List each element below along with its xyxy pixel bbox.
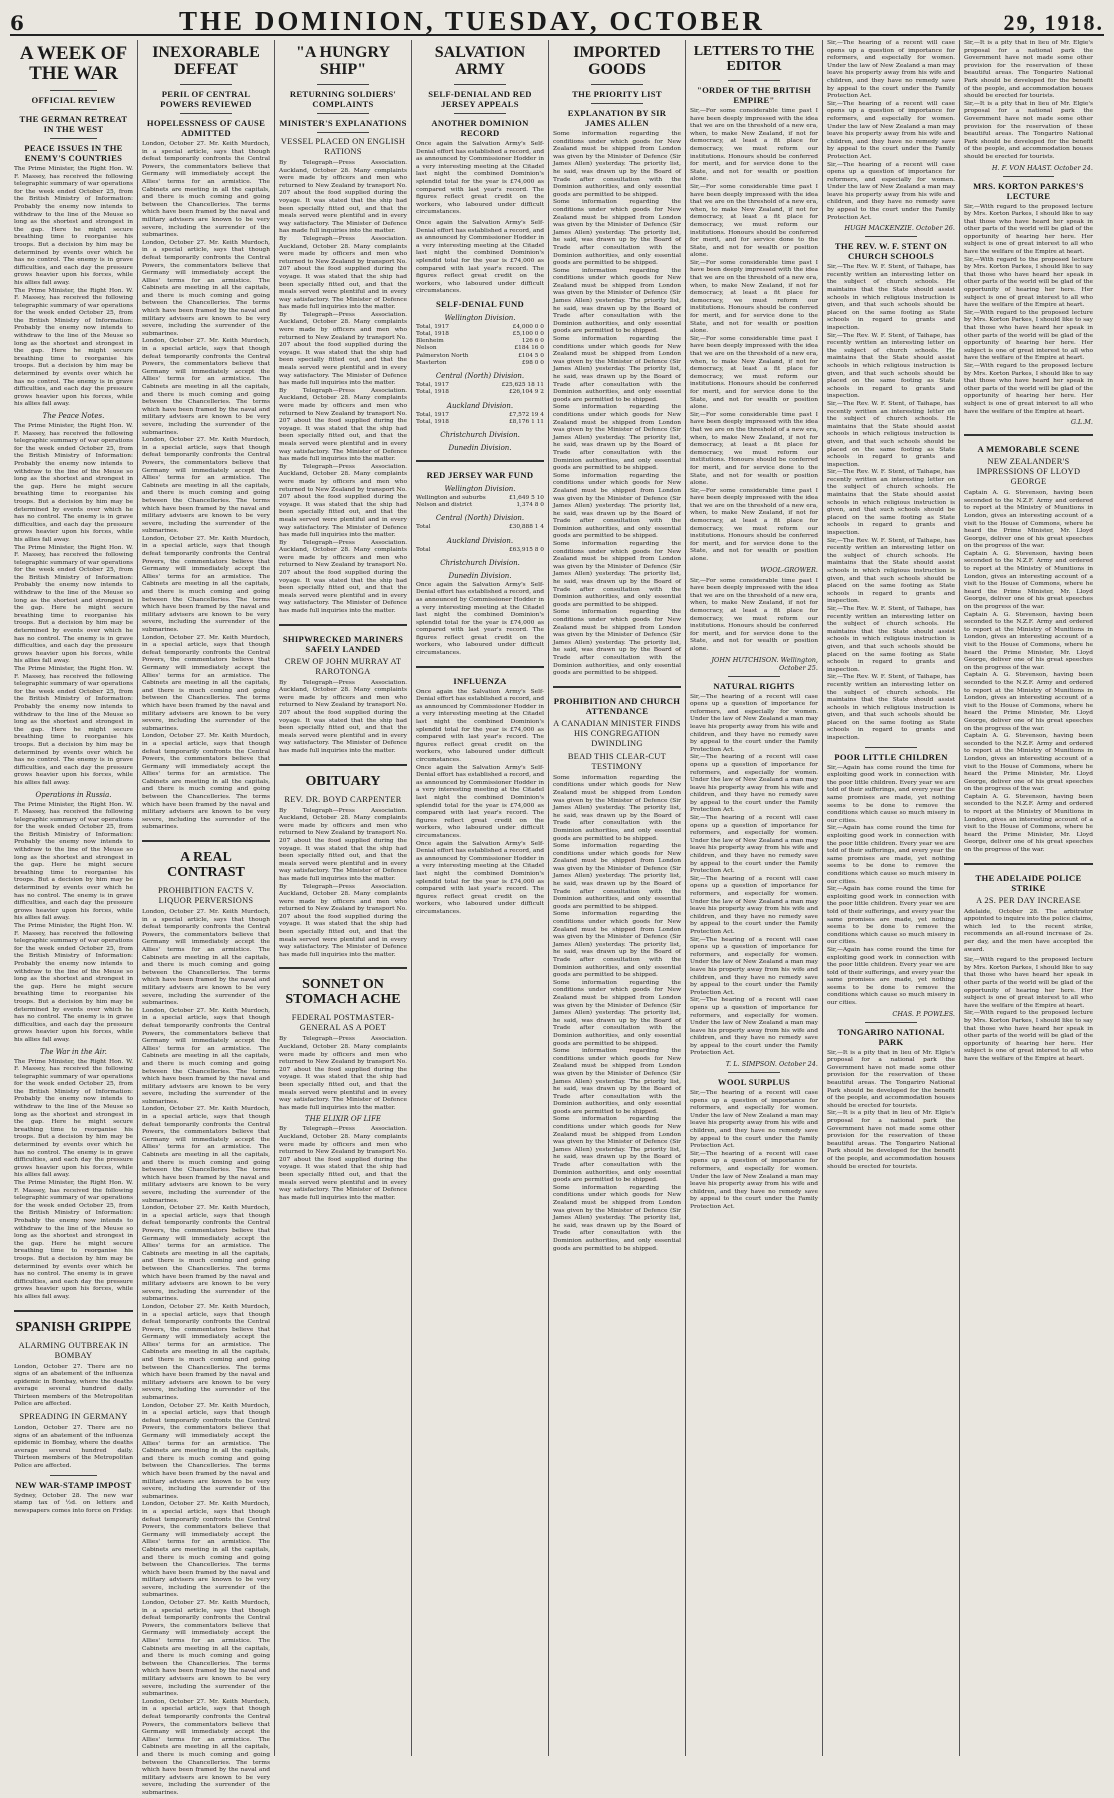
table-row (416, 419, 544, 426)
article-text: The Prime Minister, the Right Hon. W. F. Massey, has received the following telegraphic summary of war operations for the week ended October 25, from the British Ministry of Information: Probably the enemy now intends to withdraw to the line of the Meuse so long as the shortest and strongest in the gap. Here he might secure breathing time to reorganise his troops. But a decision by him may be determined by events over which he has no control. The enemy is in grave difficulties, and each day the pressure grows heavier upon his forces, while his allies fall away. (14, 423, 133, 543)
article-text: Sir,—With regard to the proposed lecture by Mrs. Korton Parkes, I should like to say that those who have heard her speak in other parts of the world will be glad of the opportunity of hearing her here. Her subject is one of great interest to all who have the welfare of the Empire at heart. (964, 362, 1093, 415)
article-text: London, October 27. There are no signs of an abatement of the influenza epidemic in Bombay, where the deaths average several hundred daily. Thirteen members of the Metropolitan Police are affected. (14, 1425, 133, 1470)
row-value: 126 6 0 (521, 338, 544, 345)
article-text: London, October 27. Mr. Keith Murdoch, in a special article, says that though defeat temporarily confronts the Central Powers, the commentators believe that Germany will immediately accept the Allies' terms for an armistice. The Cabinets are meeting in all the capitals, and there is much coming and going between the Chancelleries. The terms which have been framed by the naval and military advisers are known to be very severe, including the surrender of the submarines. (142, 1007, 270, 1105)
row-value: £4,000 0 0 (512, 323, 544, 330)
section-auckland: Auckland Division. (446, 401, 514, 410)
table-row (416, 389, 544, 396)
column-4 (412, 40, 549, 1756)
article-text: Sir,—For some considerable time past I have been deeply impressed with the idea that we are on the threshold of a new era, when, to make New Zealand, if not for democracy, at least a fit place for democracy, we must reform our institutions. Honours should be conferred for merit, and for service done to the State, and not for wealth or position alone. (690, 259, 818, 335)
article-text: London, October 27. Mr. Keith Murdoch, in a special article, says that though defeat temporarily confronts the Central Powers, the commentators believe that Germany will immediately accept the Allies' terms for an armistice. The Cabinets are meeting in all the capitals, and there is much coming and going between the Chancelleries. The terms which have been framed by the naval and military advisers are known to be very severe, including the surrender of the submarines. (142, 535, 270, 633)
table-row (416, 324, 544, 331)
row-name: Nelson (416, 345, 437, 352)
article-text: Sir,—The Rev. W. F. Stent, of Taihape, has recently written an interesting letter on the subject of church schools. He maintains that the State should assist schools in which religious instruction is given, and that such schools should be placed on the same footing as State schools in regard to grants and inspection. (827, 469, 955, 537)
row-name: Masterton (416, 359, 447, 366)
row-name: Nelson and district (416, 502, 473, 509)
article-text: The Prime Minister, the Right Hon. W. F. Massey, has received the following telegraphic summary of war operations for the week ended October 25, from the British Ministry of Information: Probably the enemy now intends to withdraw to the line of the Meuse so long as the shortest and strongest in the gap. Here he might secure breathing time to reorganise his troops. But a decision by him may be determined by events over which he has no control. The enemy is in grave difficulties, and each day the pressure grows heavier upon his forces, while his allies fall away. (14, 1058, 133, 1179)
row-value: £104 5 0 (518, 352, 544, 359)
article-text: Sir,—The Rev. W. F. Stent, of Taihape, has recently written an interesting letter on the subject of church schools. He maintains that the State should assist schools in which religious instruction is given, and that such schools should be placed on the same footing as State schools in regard to grants and inspection. (827, 605, 955, 673)
section-christchurch-2: Christchurch Division. (440, 558, 520, 567)
article-text: London, October 27. Mr. Keith Murdoch, in a special article, says that though defeat temporarily confronts the Central Powers, the commentators believe that Germany will immediately accept the Allies' terms for an armistice. The Cabinets are meeting in all the capitals, and there is much coming and going between the Chancelleries. The terms which have been framed by the naval and military advisers are known to be very severe, including the surrender of the submarines. (142, 338, 270, 436)
deck-ministers-explanations: MINISTER'S EXPLANATIONS (279, 118, 407, 128)
table-red-jersey-wellington (416, 495, 544, 509)
subhead-peace-notes: The Peace Notes. (42, 412, 105, 420)
article-text: London, October 27. Mr. Keith Murdoch, in a special article, says that though defeat temporarily confronts the Central Powers, the commentators believe that Germany will immediately accept the Allies' terms for an armistice. The Cabinets are meeting in all the capitals, and there is much coming and going between the Chancelleries. The terms which have been framed by the naval and military advisers are known to be very severe, including the surrender of the submarines. (142, 909, 270, 1007)
section-wellington-2: Wellington Division. (444, 484, 516, 493)
section-central-north-2: Central (North) Division. (435, 514, 525, 523)
deck-bombay: ALARMING OUTBREAK IN BOMBAY (18, 1340, 129, 1360)
article-text: Sir,—The hearing of a recent will case opens up a question of importance for reformers, and especially for women. Under the law of New Zealand a man may leave his property away from his wife and children, and they have no remedy save by appeal to the court under the Family Protection Act. (690, 754, 818, 814)
divider (180, 113, 231, 114)
article-text: Sir,—It is a pity that in lieu of Mr. Elgie's proposal for a national park the Government have not made some other provision for the reservation of these beautiful areas. The Tongariro National Park should be developed for the benefit of the people, and accommodation houses should be erected for tourists. (964, 100, 1093, 160)
divider (454, 84, 505, 85)
headline-natural-rights: NATURAL RIGHTS (713, 680, 795, 691)
article-text: Captain A. G. Stevenson, having been seconded to the N.Z.F. Army and ordered to report at the Ministry of Munitions in London, gives an interesting account of a visit to the House of Commons, where he heard the Prime Minister, Mr. Lloyd George, deliver one of his great speeches on the progress of the war. (964, 611, 1093, 671)
article-text: Some information regarding the conditions under which goods for New Zealand must be shipped from London was given by the Minister of Defence (Sir James Allen) yesterday. The priority list, he said, was drawn up by the Board of Trade after consultation with the Dominion authorities, and only essential goods are permitted to be shipped. (553, 199, 681, 267)
article-text: Once again the Salvation Army's Self-Denial effort has established a record, and as announced by Commissioner Hodder in a very interesting meeting at the Citadel last night the combined Dominion's splendid total for the year is £74,000 as compared with last year's record. The figures reflect great credit on the workers, who laboured under difficult circumstances. (416, 840, 544, 915)
article-text: Sir,—Again has come round the time for exploiting good work in connection with the poor little children. Every year we are told of their sufferings, and every year the same promises are made, yet nothing seems to be done to remove the conditions which cause so much misery in our cities. (827, 764, 955, 824)
row-name: Total, 1918 (416, 418, 449, 425)
article-text: Sir,—The hearing of a recent will case opens up a question of importance for reformers, and especially for women. Under the law of New Zealand a man may leave his property away from his wife and children, and they have no remedy save by appeal to the court under the Family Protection Act. (690, 1150, 818, 1210)
divider (728, 1072, 779, 1073)
article-text: The Prime Minister, the Right Hon. W. F. Massey, has received the following telegraphic summary of war operations for the week ended October 25, from the British Ministry of Information: Probably the enemy now intends to withdraw to the line of the Meuse so long as the shortest and strongest in the gap. Here he might secure breathing time to reorganise his troops. But a decision by him may be determined by events over which he has no control. The enemy is in grave difficulties, and each day the pressure grows heavier upon his forces, while his allies fall away. (14, 923, 133, 1043)
deck-peace-issues: PEACE ISSUES IN THE ENEMY'S COUNTRIES (24, 143, 123, 163)
column-6 (686, 40, 823, 1756)
article-text: Some information regarding the conditions under which goods for New Zealand must be shipped from London was given by the Minister of Defence (Sir James Allen) yesterday. The priority list, he said, was drawn up by the Board of Trade after consultation with the Dominion authorities, and only essential goods are permitted to be shipped. (553, 774, 681, 842)
article-text: Adelaide, October 28. The arbitrator appointed to inquire into the police claims, which led to the recent strike, recommends an all-round increase of 2s. per day, and the men have accepted the award. (964, 908, 1093, 953)
table-red-jersey-auckland (416, 547, 544, 554)
divider (553, 686, 681, 688)
table-row (416, 331, 544, 338)
deck-english-rations: VESSEL PLACED ON ENGLISH RATIONS (280, 137, 406, 156)
article-text: Sir,—The Rev. W. F. Stent, of Taihape, has recently written an interesting letter on the subject of church schools. He maintains that the State should assist schools in which religious instruction is given, and that such schools should be placed on the same footing as State schools in regard to grants and inspection. (827, 674, 955, 742)
deck-order-empire: "ORDER OF THE BRITISH EMPIRE" (697, 85, 811, 105)
headline-letters: LETTERS TO THE EDITOR (693, 44, 815, 74)
deck-self-denial: SELF-DENIAL AND RED JERSEY APPEALS (428, 89, 532, 109)
article-war-body (14, 166, 133, 409)
row-value: £184 16 0 (514, 345, 544, 352)
row-name: Total, 1918 (416, 331, 449, 338)
article-contrast-body (142, 909, 270, 1797)
signature-simpson: T. L. SIMPSON. October 24. (725, 1060, 818, 1069)
column-2 (138, 40, 275, 1796)
article-text: Sir,—For some considerable time past I have been deeply impressed with the idea that we are on the threshold of a new era, when, to make New Zealand, if not for democracy, at least a fit place for democracy, we must reform our institutions. Honours should be conferred for merit, and for service done to the State, and not for wealth or position alone. (690, 411, 818, 487)
article-text: Sir,—It is a pity that in lieu of Mr. Elgie's proposal for a national park the Government have not made some other provision for the reservation of these beautiful areas. The Tongariro National Park should be developed for the benefit of the people, and accommodation houses should be erected for tourists. (827, 1049, 955, 1109)
article-text: By Telegraph—Press Association. Auckland, October 28. Many complaints were made by officers and men who returned to New Zealand by transport No. 207 about the food supplied during the voyage. It was stated that the ship had been specially fitted out, and that the meals served were plentiful and in every way satisfactory. The Minister of Defence has made full inquiries into the matter. (279, 387, 407, 463)
headline-wool-surplus: WOOL SURPLUS (717, 1077, 791, 1088)
divider (416, 666, 544, 668)
article-text: The Prime Minister, the Right Hon. W. F. Massey, has received the following telegraphic summary of war operations for the week ended October 25, from the British Ministry of Information: Probably the enemy now intends to withdraw to the line of the Meuse so long as the shortest and strongest in the gap. Here he might secure breathing time to reorganise his troops. But a decision by him may be determined by events over which he has no control. The enemy is in grave difficulties, and each day the pressure grows heavier upon his forces, while his allies fall away. (14, 1180, 133, 1300)
divider (964, 863, 1093, 865)
divider (964, 434, 1093, 436)
article-text: London, October 27. Mr. Keith Murdoch, in a special article, says that though defeat temporarily confronts the Central Powers, the commentators believe that Germany will immediately accept the Allies' terms for an armistice. The Cabinets are meeting in all the capitals, and there is much coming and going between the Chancelleries. The terms which have been framed by the naval and military advisers are known to be very severe, including the surrender of the submarines. (142, 141, 270, 239)
table-central-north (416, 382, 544, 396)
article-text: Sir,—The Rev. W. F. Stent, of Taihape, has recently written an interesting letter on the subject of church schools. He maintains that the State should assist schools in which religious instruction is given, and that such schools should be placed on the same footing as State schools in regard to grants and inspection. (827, 264, 955, 331)
letter-park-body (827, 1050, 955, 1172)
section-wellington: Wellington Division. (444, 313, 516, 322)
deck-prohibition-facts: PROHIBITION FACTS V. LIQUOR PERVERSIONS (157, 886, 255, 906)
article-text: Some information regarding the conditions under which goods for New Zealand must be shipped from London was given by the Minister of Defence (Sir James Allen) yesterday. The priority list, he said, was drawn up by the Board of Trade after consultation with the Dominion authorities, and only essential goods are permitted to be shipped. (553, 609, 681, 677)
article-ship-body (279, 160, 407, 616)
deck-dominion-record: ANOTHER DOMINION RECORD (431, 118, 529, 138)
headline-imported-goods: IMPORTED GOODS (573, 44, 661, 78)
headline-sonnet: SONNET ON STOMACH ACHE (285, 977, 401, 1008)
article-ad-body (964, 957, 1093, 1063)
deck-postmaster-poet: FEDERAL POSTMASTER-GENERAL AS A POET (291, 1013, 395, 1033)
article-text: Captain A. G. Stevenson, having been seconded to the N.Z.F. Army and ordered to report at the Ministry of Munitions in London, gives an interesting account of a visit to the House of Commons, where he heard the Prime Minister, Mr. Lloyd George, deliver one of his great speeches on the progress of the war. (964, 490, 1093, 550)
headline-parkes-lecture: MRS. KORTON PARKES'S LECTURE (973, 180, 1084, 201)
article-text: Once again the Salvation Army's Self-Denial effort has established a record, and as announced by Commissioner Hodder in a very interesting meeting at the Citadel last night the combined Dominion's splendid total for the year is £74,000 as compared with last year's record. The figures reflect great credit on the workers, who laboured under difficult circumstances. (416, 581, 544, 657)
table-auckland (416, 412, 544, 426)
divider (591, 84, 642, 85)
divider (317, 113, 368, 114)
article-text: By Telegraph—Press Association. Auckland, October 28. Many complaints were made by officers and men who returned to New Zealand by transport No. 207 about the food supplied during the voyage. It was stated that the ship had been specially fitted out, and that the meals served were plentiful and in every way satisfactory. The Minister of Defence has made full inquiries into the matter. (279, 1036, 407, 1111)
row-name: Total, 1918 (416, 389, 449, 396)
article-war-body-3 (14, 802, 133, 1045)
article-text: Some information regarding the conditions under which goods for New Zealand must be shipped from London was given by the Minister of Defence (Sir James Allen) yesterday. The priority list, he said, was drawn up by the Board of Trade after consultation with the Dominion authorities, and only essential goods are permitted to be shipped. (553, 131, 681, 198)
article-war-body-4 (14, 1059, 133, 1302)
deck-boyd-carpenter: REV. DR. BOYD CARPENTER (284, 794, 402, 804)
article-text: Some information regarding the conditions under which goods for New Zealand must be shipped from London was given by the Minister of Defence (Sir James Allen) yesterday. The priority list, he said, was drawn up by the Board of Trade after consultation with the Dominion authorities, and only essential goods are permitted to be shipped. (553, 541, 681, 608)
row-name: Palmerston North (416, 352, 469, 359)
deck-priority-list: THE PRIORITY LIST (572, 89, 662, 99)
article-text: London, October 27. Mr. Keith Murdoch, in a special article, says that though defeat temporarily confronts the Central Powers, the commentators believe that Germany will immediately accept the Allies' terms for an armistice. The Cabinets are meeting in all the capitals, and there is much coming and going between the Chancelleries. The terms which have been framed by the naval and military advisers are known to be very severe, including the surrender of the submarines. (142, 1303, 270, 1402)
subhead-war-in-air: The War in the Air. (40, 1047, 107, 1056)
headline-stent-schools: THE REV. W. F. STENT ON CHURCH SCHOOLS (834, 241, 948, 262)
article-text: Sir,—The Rev. W. F. Stent, of Taihape, has recently written an interesting letter on the subject of church schools. He maintains that the State should assist schools in which religious instruction is given, and that such schools should be placed on the same footing as State schools in regard to grants and inspection. (827, 537, 955, 605)
article-text: Some information regarding the conditions under which goods for New Zealand must be shipped from London was given by the Minister of Defence (Sir James Allen) yesterday. The priority list, he said, was drawn up by the Board of Trade after consultation with the Dominion authorities, and only essential goods are permitted to be shipped. (553, 1184, 681, 1252)
article-text: Sir,—The hearing of a recent will case opens up a question of importance for reformers, and especially for women. Under the law of New Zealand a man may leave his property away from his wife and children, and they have no remedy save by appeal to the court under the Family Protection Act. (827, 40, 955, 100)
table-row (416, 382, 544, 389)
headline-war-stamp: NEW WAR-STAMP IMPOST (15, 1479, 132, 1490)
masthead (10, 6, 1104, 36)
letter-rights-body (690, 694, 818, 1059)
headline-tongariro: TONGARIRO NATIONAL PARK (837, 1026, 945, 1047)
letter-schools-body (827, 264, 955, 742)
headline-memorable-scene: A MEMORABLE SCENE (977, 444, 1080, 455)
deck-soldiers-complaints: RETURNING SOLDIERS' COMPLAINTS (289, 89, 397, 109)
divider (865, 236, 916, 237)
row-name: Total, 1917 (416, 411, 449, 418)
divider (50, 138, 98, 139)
deck-lloyd-george: NEW ZEALANDER'S IMPRESSIONS OF LLOYD GEORGE (976, 457, 1081, 487)
row-name: Total (416, 546, 431, 553)
section-auckland-2: Auckland Division. (446, 536, 514, 545)
article-text: By Telegraph—Press Association. Auckland, October 28. Many complaints were made by officers and men who returned to New Zealand by transport No. 207 about the food supplied during the voyage. It was stated that the ship had been specially fitted out, and that the meals served were plentiful and in every way satisfactory. The Minister of Defence has made full inquiries into the matter. (279, 463, 407, 539)
divider (50, 109, 98, 110)
deck-john-murray: CREW OF JOHN MURRAY AT RAROTONGA (284, 656, 402, 676)
letter-order-body (690, 108, 818, 564)
row-value: 1,374 8 0 (516, 502, 544, 509)
row-value: £25,625 18 11 (501, 382, 544, 389)
signature-wool-grower: WOOL-GROWER. (760, 565, 818, 574)
article-war-body-2 (14, 423, 133, 788)
deck-canadian-minister: A CANADIAN MINISTER FINDS HIS CONGREGATION DWINDLING (553, 718, 681, 748)
article-text: The Prime Minister, the Right Hon. W. F. Massey, has received the following telegraphic summary of war operations for the week ended October 25, from the British Ministry of Information: Probably the enemy now intends to withdraw to the line of the Meuse so long as the shortest and strongest in the gap. Here he might secure breathing time to reorganise his troops. But a decision by him may be determined by events over which he has no control. The enemy is in grave difficulties, and each day the pressure grows heavier upon his forces, while his allies fall away. (14, 287, 133, 408)
deck-explanation-allen: EXPLANATION BY SIR JAMES ALLEN (567, 108, 667, 128)
article-text: Sir,—The hearing of a recent will case opens up a question of importance for reformers, and especially for women. Under the law of New Zealand a man may leave his property away from his wife and children, and they have no remedy save by appeal to the court under the Family Protection Act. (827, 161, 955, 221)
row-name: Blenheim (416, 338, 444, 345)
divider (279, 764, 407, 766)
article-text: Sir,—Again has come round the time for exploiting good work in connection with the poor little children. Every year we are told of their sufferings, and every year the same promises are made, yet nothing seems to be done to remove the conditions which cause so much misery in our cities. (827, 825, 955, 885)
headline-inexorable-defeat: INEXORABLE DEFEAT (152, 44, 260, 78)
article-text: London, October 27. There are no signs of an abatement of the influenza epidemic in Bombay, where the deaths average several hundred daily. Thirteen members of the Metropolitan Police are affected. (14, 1363, 133, 1408)
article-text: By Telegraph—Press Association. Auckland, October 28. Many complaints were made by officers and men who returned to New Zealand by transport No. 207 about the food supplied during the voyage. It was stated that the ship had been specially fitted out, and that the meals served were plentiful and in every way satisfactory. The Minister of Defence has made full inquiries into the matter. (279, 539, 407, 615)
divider (180, 84, 231, 85)
article-text: London, October 27. Mr. Keith Murdoch, in a special article, says that though defeat temporarily confronts the Central Powers, the commentators believe that Germany will immediately accept the Allies' terms for an armistice. The Cabinets are meeting in all the capitals, and there is much coming and going between the Chancelleries. The terms which have been framed by the naval and military advisers are known to be very severe, including the surrender of the submarines. (142, 1501, 270, 1599)
article-text: London, October 27. Mr. Keith Murdoch, in a special article, says that though defeat temporarily confronts the Central Powers, the commentators believe that Germany will immediately accept the Allies' terms for an armistice. The Cabinets are meeting in all the capitals, and there is much coming and going between the Chancelleries. The terms which have been framed by the naval and military advisers are known to be very severe, including the surrender of the submarines. (142, 733, 270, 831)
headline-poor-children: POOR LITTLE CHILDREN (834, 751, 948, 762)
table-row (416, 502, 544, 509)
column-3 (275, 40, 412, 1756)
article-text: Sir,—Again has come round the time for exploiting good work in connection with the poor little children. Every year we are told of their sufferings, and every year the same promises are made, yet nothing seems to be done to remove the conditions which cause so much misery in our cities. (827, 946, 955, 1007)
row-value: £63,915 8 0 (508, 546, 544, 553)
newspaper-title: THE DOMINION, TUESDAY, OCTOBER (179, 6, 765, 36)
divider (50, 1475, 98, 1476)
article-text: Once again the Salvation Army's Self-Denial effort has established a record, and as announced by Commissioner Hodder in a very interesting meeting at the Citadel last night the combined Dominion's splendid total for the year is £74,000 as compared with last year's record. The figures reflect great credit on the workers, who laboured under difficult circumstances. (416, 688, 544, 763)
table-row (416, 360, 544, 367)
article-text: The Prime Minister, the Right Hon. W. F. Massey, has received the following telegraphic summary of war operations for the week ended October 25, from the British Ministry of Information: Probably the enemy now intends to withdraw to the line of the Meuse so long as the shortest and strongest in the gap. Here he might secure breathing time to reorganise his troops. But a decision by him may be determined by events over which he has no control. The enemy is in grave difficulties, and each day the pressure grows heavier upon his forces, while his allies fall away. (14, 801, 133, 922)
table-row (416, 412, 544, 419)
section-dunedin: Dunedin Division. (448, 443, 512, 452)
article-text: Sir,—The hearing of a recent will case opens up a question of importance for reformers, and especially for women. Under the law of New Zealand a man may leave his property away from his wife and children, and they have no remedy save by appeal to the court under the Family Protection Act. (690, 875, 818, 935)
article-text: Some information regarding the conditions under which goods for New Zealand must be shipped from London was given by the Minister of Defence (Sir James Allen) yesterday. The priority list, he said, was drawn up by the Board of Trade after consultation with the Dominion authorities, and only essential goods are permitted to be shipped. (553, 1048, 681, 1115)
article-text: Sir,—The Rev. W. F. Stent, of Taihape, has recently written an interesting letter on the subject of church schools. He maintains that the State should assist schools in which religious instruction is given, and that such schools should be placed on the same footing as State schools in regard to grants and inspection. (827, 332, 955, 400)
row-name: Total (416, 524, 431, 531)
article-text: By Telegraph—Press Association. Auckland, October 28. Many complaints were made by officers and men who returned to New Zealand by transport No. 207 about the food supplied during the voyage. It was stated that the ship had been specially fitted out, and that the meals served were plentiful and in every way satisfactory. The Minister of Defence has made full inquiries into the matter. (279, 883, 407, 958)
letter-wool-continued (827, 40, 955, 222)
letter-parkes-body (964, 204, 1093, 417)
article-text: London, October 27. Mr. Keith Murdoch, in a special article, says that though defeat temporarily confronts the Central Powers, the commentators believe that Germany will immediately accept the Allies' terms for an armistice. The Cabinets are meeting in all the capitals, and there is much coming and going between the Chancelleries. The terms which have been framed by the naval and military advisers are known to be very severe, including the surrender of the submarines. (142, 1600, 270, 1698)
subhead-elixir: THE ELIXIR OF LIFE (304, 1115, 382, 1124)
section-central-north: Central (North) Division. (435, 372, 525, 381)
article-text: Some information regarding the conditions under which goods for New Zealand must be shipped from London was given by the Minister of Defence (Sir James Allen) yesterday. The priority list, he said, was drawn up by the Board of Trade after consultation with the Dominion authorities, and only essential goods are permitted to be shipped. (553, 1116, 681, 1184)
headline-week-of-war: A WEEK OF THE WAR (19, 43, 128, 84)
divider (317, 132, 368, 133)
article-text: Some information regarding the conditions under which goods for New Zealand must be shipped from London was given by the Minister of Defence (Sir James Allen) yesterday. The priority list, he said, was drawn up by the Board of Trade after consultation with the Dominion authorities, and only essential goods are permitted to be shipped. (553, 404, 681, 472)
article-text: By Telegraph—Press Association. Auckland, October 28. Many complaints were made by officers and men who returned to New Zealand by transport No. 207 about the food supplied during the voyage. It was stated that the ship had been specially fitted out, and that the meals served were plentiful and in every way satisfactory. The Minister of Defence has made full inquiries into the matter. (279, 1126, 407, 1201)
subhead-operations-russia: Operations in Russia. (35, 790, 112, 799)
article-text: Some information regarding the conditions under which goods for New Zealand must be shipped from London was given by the Minister of Defence (Sir James Allen) yesterday. The priority list, he said, was drawn up by the Board of Trade after consultation with the Dominion authorities, and only essential goods are permitted to be shipped. (553, 979, 681, 1047)
signature-mackenzie: HUGH MACKENZIE. October 26. (844, 224, 955, 233)
article-text: Sir,—For some considerable time past I have been deeply impressed with the idea that we are on the threshold of a new era, when, to make New Zealand, if not for democracy, at least a fit place for democracy, we must reform our institutions. Honours should be conferred for merit, and for service done to the State, and not for wealth or position alone. (690, 577, 818, 652)
headline-salvation-army: SALVATION ARMY (434, 44, 526, 78)
row-name: Wellington and suburbs (416, 494, 486, 501)
article-prohibition-body (553, 775, 681, 1253)
divider (728, 80, 779, 81)
row-value: £26,104 9 2 (508, 389, 544, 396)
article-text: Once again the Salvation Army's Self-Denial effort has established a record, and as announced by Commissioner Hodder in a very interesting meeting at the Citadel last night the combined Dominion's splendid total for the year is £74,000 as compared with last year's record. The figures reflect great credit on the workers, who laboured under difficult circumstances. (416, 219, 544, 295)
article-text: Sir,—Again has come round the time for exploiting good work in connection with the poor little children. Every year we are told of their sufferings, and every year the same promises are made, yet nothing seems to be done to remove the conditions which cause so much misery in our cities. (827, 886, 955, 946)
article-text: By Telegraph—Press Association. Auckland, October 28. Many complaints were made by officers and men who returned to New Zealand by transport No. 207 about the food supplied during the voyage. It was stated that the ship had been specially fitted out, and that the meals served were plentiful and in every way satisfactory. The Minister of Defence has made full inquiries into the matter. (279, 679, 407, 754)
article-text: Sir,—The Rev. W. F. Stent, of Taihape, has recently written an interesting letter on the subject of church schools. He maintains that the State should assist schools in which religious instruction is given, and that such schools should be placed on the same footing as State schools in regard to grants and inspection. (827, 400, 955, 468)
divider (279, 624, 407, 626)
article-text: Sir,—The hearing of a recent will case opens up a question of importance for reformers, and especially for women. Under the law of New Zealand a man may leave his property away from his wife and children, and they have no remedy save by appeal to the court under the Family Protection Act. (690, 1090, 818, 1150)
article-defeat-body (142, 141, 270, 832)
letter-children-body (827, 765, 955, 1008)
article-text: London, October 27. Mr. Keith Murdoch, in a special article, says that though defeat temporarily confronts the Central Powers, the commentators believe that Germany will immediately accept the Allies' terms for an armistice. The Cabinets are meeting in all the capitals, and there is much coming and going between the Chancelleries. The terms which have been framed by the naval and military advisers are known to be very severe, including the surrender of the submarines. (142, 1106, 270, 1204)
section-christchurch: Christchurch Division. (440, 430, 520, 439)
headline-real-contrast: A REAL CONTRAST (167, 850, 245, 881)
article-text: The Prime Minister, the Right Hon. W. F. Massey, has received the following telegraphic summary of war operations for the week ended October 25, from the British Ministry of Information: Probably the enemy now intends to withdraw to the line of the Meuse so long as the shortest and strongest in the gap. Here he might secure breathing time to reorganise his troops. But a decision by him may be determined by events over which he has no control. The enemy is in grave difficulties, and each day the pressure grows heavier upon his forces, while his allies fall away. (14, 666, 133, 786)
divider (142, 840, 270, 842)
signature-powles: CHAS. P. POWLES. (892, 1009, 955, 1018)
article-text: Some information regarding the conditions under which goods for New Zealand must be shipped from London was given by the Minister of Defence (Sir James Allen) yesterday. The priority list, he said, was drawn up by the Board of Trade after consultation with the Dominion authorities, and only essential goods are permitted to be shipped. (553, 336, 681, 403)
article-text: Sir,—For some considerable time past I have been deeply impressed with the idea that we are on the threshold of a new era, when, to make New Zealand, if not for democracy, at least a fit place for democracy, we must reform our institutions. Honours should be conferred for merit, and for service done to the State, and not for wealth or position alone. (690, 487, 818, 563)
deck-increase: A 2S. PER DAY INCREASE (976, 895, 1081, 905)
table-wellington (416, 324, 544, 367)
article-text: Some information regarding the conditions under which goods for New Zealand must be shipped from London was given by the Minister of Defence (Sir James Allen) yesterday. The priority list, he said, was drawn up by the Board of Trade after consultation with the Dominion authorities, and only essential goods are permitted to be shipped. (553, 911, 681, 979)
article-text: Captain A. G. Stevenson, having been seconded to the N.Z.F. Army and ordered to report at the Ministry of Munitions in London, gives an interesting account of a visit to the House of Commons, where he heard the Prime Minister, Mr. Lloyd George, deliver one of his great speeches on the progress of the war. (964, 793, 1093, 854)
headline-red-jersey: RED JERSEY WAR FUND (426, 469, 534, 480)
divider (1003, 176, 1055, 177)
row-value: £7,572 19 4 (508, 411, 544, 418)
article-text: The Prime Minister, the Right Hon. W. F. Massey, has received the following telegraphic summary of war operations for the week ended October 25, from the British Ministry of Information: Probably the enemy now intends to withdraw to the line of the Meuse so long as the shortest and strongest in the gap. Here he might secure breathing time to reorganise his troops. But a decision by him may be determined by events over which he has no control. The enemy is in grave difficulties, and each day the pressure grows heavier upon his forces, while his allies fall away. (14, 544, 133, 665)
article-text: Sir,—With regard to the proposed lecture by Mrs. Korton Parkes, I should like to say that those who have heard her speak in other parts of the world will be glad of the opportunity of hearing her here. Her subject is one of great interest to all who have the welfare of the Empire at heart. (964, 203, 1093, 256)
signature-glm: G.L.M. (1070, 418, 1093, 427)
table-row (416, 495, 544, 502)
row-name: Total, 1917 (416, 382, 449, 389)
table-row (416, 338, 544, 345)
section-dunedin-2: Dunedin Division. (448, 571, 512, 580)
deck-german-retreat: THE GERMAN RETREAT IN THE WEST (19, 114, 128, 134)
row-value: £30,888 1 4 (508, 524, 544, 531)
signature-von-haast: H. F. VON HAAST. October 24. (991, 163, 1093, 172)
deck-germany: SPREADING IN GERMANY (19, 1412, 128, 1422)
article-text: London, October 27. Mr. Keith Murdoch, in a special article, says that though defeat temporarily confronts the Central Powers, the commentators believe that Germany will immediately accept the Allies' terms for an armistice. The Cabinets are meeting in all the capitals, and there is much coming and going between the Chancelleries. The terms which have been framed by the naval and military advisers are known to be very severe, including the surrender of the submarines. (142, 1698, 270, 1796)
article-text: Sir,—With regard to the proposed lecture by Mrs. Korton Parkes, I should like to say that those who have heard her speak in other parts of the world will be glad of the opportunity of hearing her here. Her subject is one of great interest to all who have the welfare of the Empire at heart. (964, 1010, 1093, 1062)
headline-prohibition-church: PROHIBITION AND CHURCH ATTENDANCE (553, 695, 681, 716)
article-obituary-body (279, 808, 407, 960)
article-text: By Telegraph—Press Association. Auckland, October 28. Many complaints were made by officers and men who returned to New Zealand by transport No. 207 about the food supplied during the voyage. It was stated that the ship had been specially fitted out, and that the meals served were plentiful and in every way satisfactory. The Minister of Defence has made full inquiries into the matter. (279, 235, 407, 311)
article-text: Sir,—The hearing of a recent will case opens up a question of importance for reformers, and especially for women. Under the law of New Zealand a man may leave his property away from his wife and children, and they have no remedy save by appeal to the court under the Family Protection Act. (690, 997, 818, 1057)
section-self-denial-fund: SELF-DENIAL FUND (435, 298, 525, 309)
divider (454, 113, 505, 114)
article-text: Once again the Salvation Army's Self-Denial effort has established a record, and as announced by Commissioner Hodder in a very interesting meeting at the Citadel last night the combined Dominion's splendid total for the year is £74,000 as compared with last year's record. The figures reflect great credit on the workers, who laboured under difficult circumstances. (416, 764, 544, 839)
deck-central-powers: PERIL OF CENTRAL POWERS REVIEWED (160, 89, 252, 109)
page-number: 6 (10, 11, 24, 35)
article-text: Captain A. G. Stevenson, having been seconded to the N.Z.F. Army and ordered to report at the Ministry of Munitions in London, gives an interesting account of a visit to the House of Commons, where he heard the Prime Minister, Mr. Lloyd George, deliver one of his great speeches on the progress of the war. (964, 733, 1093, 793)
headline-adelaide-strike: THE ADELAIDE POLICE STRIKE (975, 872, 1082, 893)
article-text: Captain A. G. Stevenson, having been seconded to the N.Z.F. Army and ordered to report at the Ministry of Munitions in London, gives an interesting account of a visit to the House of Commons, where he heard the Prime Minister, Mr. Lloyd George, deliver one of his great speeches on the progress of the war. (964, 550, 1093, 611)
article-text: Sir,—The hearing of a recent will case opens up a question of importance for reformers, and especially for women. Under the law of New Zealand a man may leave his property away from his wife and children, and they have no remedy save by appeal to the court under the Family Protection Act. (827, 100, 955, 160)
headline-spanish-grippe: SPANISH GRIPPE (15, 1319, 132, 1335)
table-row (416, 547, 544, 554)
article-text: Sir,—It is a pity that in lieu of Mr. Elgie's proposal for a national park the Government have not made some other provision for the reservation of these beautiful areas. The Tongariro National Park should be developed for the benefit of the people, and accommodation houses should be erected for tourists. (827, 1110, 955, 1170)
divider (14, 1310, 133, 1312)
article-text: Sir,—The hearing of a recent will case opens up a question of importance for reformers, and especially for women. Under the law of New Zealand a man may leave his property away from his wife and children, and they have no remedy save by appeal to the court under the Family Protection Act. (690, 693, 818, 753)
article-text: Sir,—The hearing of a recent will case opens up a question of importance for reformers, and especially for women. Under the law of New Zealand a man may leave his property away from his wife and children, and they have no remedy save by appeal to the court under the Family Protection Act. (690, 936, 818, 996)
article-text: By Telegraph—Press Association. Auckland, October 28. Many complaints were made by officers and men who returned to New Zealand by transport No. 207 about the food supplied during the voyage. It was stated that the ship had been specially fitted out, and that the meals served were plentiful and in every way satisfactory. The Minister of Defence has made full inquiries into the matter. (279, 160, 407, 235)
article-text: By Telegraph—Press Association. Auckland, October 28. Many complaints were made by officers and men who returned to New Zealand by transport No. 207 about the food supplied during the voyage. It was stated that the ship had been specially fitted out, and that the meals served were plentiful and in every way satisfactory. The Minister of Defence has made full inquiries into the matter. (279, 807, 407, 882)
divider (728, 676, 779, 677)
article-text: Sir,—It is a pity that in lieu of Mr. Elgie's proposal for a national park the Government have not made some other provision for the reservation of these beautiful areas. The Tongariro National Park should be developed for the benefit of the people, and accommodation houses should be erected for tourists. (964, 40, 1093, 100)
headline-hungry-ship: "A HUNGRY SHIP" (295, 44, 391, 78)
article-text: Sir,—With regard to the proposed lecture by Mrs. Korton Parkes, I should like to say that those who have heard her speak in other parts of the world will be glad of the opportunity of hearing her here. Her subject is one of great interest to all who have the welfare of the Empire at heart. (964, 256, 1093, 309)
article-goods-body (553, 131, 681, 678)
divider (317, 84, 368, 85)
divider (865, 1022, 916, 1023)
article-text: Captain A. G. Stevenson, having been seconded to the N.Z.F. Army and ordered to report at the Ministry of Munitions in London, gives an interesting account of a visit to the House of Commons, where he heard the Prime Minister, Mr. Lloyd George, deliver one of his great speeches on the progress of the war. (964, 672, 1093, 732)
deck-testimony: BEAD THIS CLEAR-CUT TESTIMONY (567, 751, 667, 771)
article-text: Once again the Salvation Army's Self-Denial effort has established a record, and as announced by Commissioner Hodder in a very interesting meeting at the Citadel last night the combined Dominion's splendid total for the year is £74,000 as compared with last year's record. The figures reflect great credit on the workers, who laboured under difficult circumstances. (416, 141, 544, 216)
headline-influenza: INFLUENZA (453, 675, 507, 686)
deck-hopelessness: HOPELESSNESS OF CAUSE ADMITTED (146, 118, 266, 138)
divider (591, 103, 642, 104)
article-text: Some information regarding the conditions under which goods for New Zealand must be shipped from London was given by the Minister of Defence (Sir James Allen) yesterday. The priority list, he said, was drawn up by the Board of Trade after consultation with the Dominion authorities, and only essential goods are permitted to be shipped. (553, 843, 681, 910)
deck-official-review: OFFICIAL REVIEW (31, 95, 116, 105)
article-text: London, October 27. Mr. Keith Murdoch, in a special article, says that though defeat temporarily confronts the Central Powers, the commentators believe that Germany will immediately accept the Allies' terms for an armistice. The Cabinets are meeting in all the capitals, and there is much coming and going between the Chancelleries. The terms which have been framed by the naval and military advisers are known to be very severe, including the surrender of the submarines. (142, 1402, 270, 1500)
article-text: Sir,—With regard to the proposed lecture by Mrs. Korton Parkes, I should like to say that those who have heard her speak in other parts of the world will be glad of the opportunity of hearing her here. Her subject is one of great interest to all who have the welfare of the Empire at heart. (964, 309, 1093, 362)
article-scene-body (964, 490, 1093, 855)
row-value: £1,649 5 10 (508, 494, 544, 501)
letter-park-continued (964, 40, 1093, 162)
table-red-jersey-central (416, 524, 544, 531)
article-text: London, October 27. Mr. Keith Murdoch, in a special article, says that though defeat temporarily confronts the Central Powers, the commentators believe that Germany will immediately accept the Allies' terms for an armistice. The Cabinets are meeting in all the capitals, and there is much coming and going between the Chancelleries. The terms which have been framed by the naval and military advisers are known to be very severe, including the surrender of the submarines. (142, 634, 270, 732)
row-value: £98 0 0 (521, 359, 544, 366)
table-row (416, 345, 544, 352)
article-text: By Telegraph—Press Association. Auckland, October 28. Many complaints were made by officers and men who returned to New Zealand by transport No. 207 about the food supplied during the voyage. It was stated that the ship had been specially fitted out, and that the meals served were plentiful and in every way satisfactory. The Minister of Defence has made full inquiries into the matter. (279, 311, 407, 387)
row-value: £5,100 0 0 (512, 331, 544, 338)
row-name: Total, 1917 (416, 323, 449, 330)
article-text: Sir,—With regard to the proposed lecture by Mrs. Korton Parkes, I should like to say that those who have heard her speak in other parts of the world will be glad of the opportunity of hearing her here. Her subject is one of great interest to all who have the welfare of the Empire at heart. (964, 957, 1093, 1009)
headline-shipwrecked-mariners: SHIPWRECKED MARINERS SAFELY LANDED (282, 633, 404, 654)
article-text: The Prime Minister, the Right Hon. W. F. Massey, has received the following telegraphic summary of war operations for the week ended October 25, from the British Ministry of Information: Probably the enemy now intends to withdraw to the line of the Meuse so long as the shortest and strongest in the gap. Here he might secure breathing time to reorganise his troops. But a decision by him may be determined by events over which he has no control. The enemy is in grave difficulties, and each day the pressure grows heavier upon his forces, while his allies fall away. (14, 166, 133, 286)
table-row (416, 353, 544, 360)
column-8 (960, 40, 1097, 1756)
letter-wool-body (690, 1090, 818, 1212)
article-text: Some information regarding the conditions under which goods for New Zealand must be shipped from London was given by the Minister of Defence (Sir James Allen) yesterday. The priority list, he said, was drawn up by the Board of Trade after consultation with the Dominion authorities, and only essential goods are permitted to be shipped. (553, 267, 681, 335)
divider (416, 460, 544, 462)
article-text: Sydney, October 28. The new war stamp tax of ½d. on letters and newspapers comes into force on Friday. (14, 1492, 133, 1514)
divider (279, 967, 407, 969)
columns (10, 40, 1104, 1796)
divider (865, 747, 916, 748)
article-text: Sir,—For some considerable time past I have been deeply impressed with the idea that we are on the threshold of a new era, when, to make New Zealand, if not for democracy, at least a fit place for democracy, we must reform our institutions. Honours should be conferred for merit, and for service done to the State, and not for wealth or position alone. (690, 108, 818, 183)
article-text: London, October 27. Mr. Keith Murdoch, in a special article, says that though defeat temporarily confronts the Central Powers, the commentators believe that Germany will immediately accept the Allies' terms for an armistice. The Cabinets are meeting in all the capitals, and there is much coming and going between the Chancelleries. The terms which have been framed by the naval and military advisers are known to be very severe, including the surrender of the submarines. (142, 239, 270, 337)
article-text: Sir,—The hearing of a recent will case opens up a question of importance for reformers, and especially for women. Under the law of New Zealand a man may leave his property away from his wife and children, and they have no remedy save by appeal to the court under the Family Protection Act. (690, 815, 818, 875)
article-text: Sir,—For some considerable time past I have been deeply impressed with the idea that we are on the threshold of a new era, when, to make New Zealand, if not for democracy, at least a fit place for democracy, we must reform our institutions. Honours should be conferred for merit, and for service done to the State, and not for wealth or position alone. (690, 335, 818, 411)
issue-date: 29, 1918. (1003, 10, 1104, 35)
article-text: Sir,—For some considerable time past I have been deeply impressed with the idea that we are on the threshold of a new era, when, to make New Zealand, if not for democracy, at least a fit place for democracy, we must reform our institutions. Honours should be conferred for merit, and for service done to the State, and not for wealth or position alone. (690, 183, 818, 259)
letter-2-body (690, 578, 818, 654)
article-text: London, October 27. Mr. Keith Murdoch, in a special article, says that though defeat temporarily confronts the Central Powers, the commentators believe that Germany will immediately accept the Allies' terms for an armistice. The Cabinets are meeting in all the capitals, and there is much coming and going between the Chancelleries. The terms which have been framed by the naval and military advisers are known to be very severe, including the surrender of the submarines. (142, 437, 270, 535)
column-7 (823, 40, 960, 1756)
signature-hutchison: JOHN HUTCHISON. Wellington, October 25. (711, 655, 818, 672)
divider (50, 90, 98, 91)
table-row (416, 524, 544, 531)
headline-obituary: OBITUARY (305, 773, 381, 789)
column-5 (549, 40, 686, 1756)
article-text: London, October 27. Mr. Keith Murdoch, in a special article, says that though defeat temporarily confronts the Central Powers, the commentators believe that Germany will immediately accept the Allies' terms for an armistice. The Cabinets are meeting in all the capitals, and there is much coming and going between the Chancelleries. The terms which have been framed by the naval and military advisers are known to be very severe, including the surrender of the submarines. (142, 1205, 270, 1303)
row-value: £8,176 1 11 (508, 418, 544, 425)
article-text: Some information regarding the conditions under which goods for New Zealand must be shipped from London was given by the Minister of Defence (Sir James Allen) yesterday. The priority list, he said, was drawn up by the Board of Trade after consultation with the Dominion authorities, and only essential goods are permitted to be shipped. (553, 472, 681, 540)
article-influenza-body (416, 689, 544, 917)
column-1 (10, 40, 138, 1756)
